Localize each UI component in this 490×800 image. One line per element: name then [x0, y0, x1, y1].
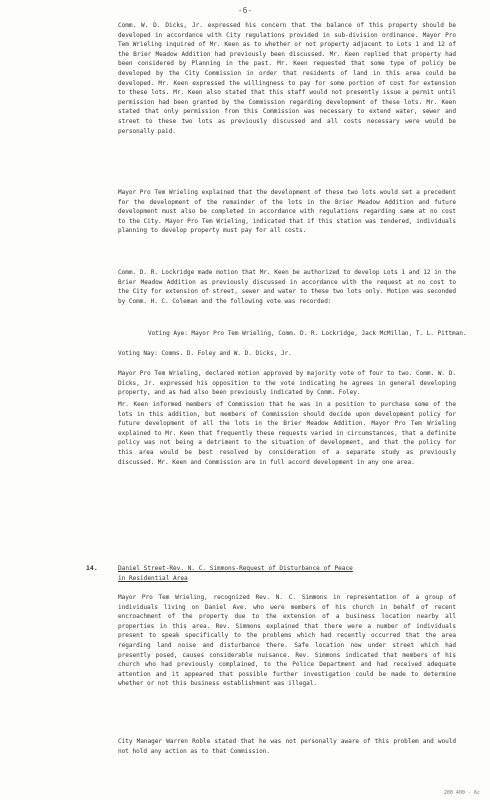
paragraph-lockridge-motion: Comm. D. R. Lockridge made motion that Mr. Keen be authorized to develop Lots 1 and 12 in the Brier Meadow Addition as previously discussed in accordance with the request at no cost to the City for extension of street, sewer and water to these two lots only. Motion was seconded by Comm. H. C. Coleman and the following vote was recorded: — [118, 269, 456, 305]
paragraph-wrieling-precedent: Mayor Pro Tem Wrieling explained that the development of these two lots would set a precedent for the development of the remainder of the lots in the Brier Meadow Addition and future development must also be completed in accordance with regulations regarding same at no cost to the City. Mayor Pro Tem Wrieling, indicated that if this station was tendered, individuals planning to develop property must pay for all costs. — [118, 189, 456, 235]
paragraph-dicks-concern: Comm. W. D. Dicks, Jr. expressed his concern that the balance of this property should be developed in accordance with City regulations provided in sub-division ordinance. Mayor Pro Tem Wrieling inquired of Mr. Keen as to whether or not property adjacent to Lots 1 and 12 of the Brier Meadow Addition had previously been discussed. Mr. Keen replied that property had been considered by Planning in the past. Mr. Keen requested that some type of policy be developed by the City Commission in order that residents of land in this area could be developed. Mr. Keen expressed the willingness to pay for some portion of cost for extension to these lots. Mr. Keen also stated that this staff would not presently issue a permit until permission had been granted by the Commission regarding development of these lots. Mr. Keen stated that only permission from this Commission was necessary to extend water, sewer and street to these two lots as previously discussed and all costs necessary were would be personally paid. — [118, 22, 456, 135]
paragraph-motion-approved: Mayor Pro Tem Wrieling, declared motion approved by majority vote of four to two. Comm. W. D. Dicks, Jr. expressed his opposition to the vote indicating he agrees in general developing property, and as had also been previously indicated by Comm. Foley. — [118, 370, 456, 397]
paragraph-keen-informed: Mr. Keen informed members of Commission that he was in a position to purchase some of the lots in this addition, but members of Commission should decide upon development policy for future development of all the lots in the Brier Meadow Addition. Mayor Pro Tem Wrieling explained to Mr. Keen that frequently these requests varied in circumstances, that a definite policy was not being a detriment to the situation of development, and that the policy for this area would be best resolved by consideration of a separate study as previously discussed. Mr. Keen and Commission are in full accord development in any one area. — [118, 401, 456, 466]
agenda-item-title-line2: in Residential Area — [118, 574, 188, 582]
footer-code: 200 400 - 6c — [443, 790, 480, 796]
page-number: -6- — [237, 6, 253, 15]
agenda-item-title — [118, 564, 456, 583]
agenda-item-number: 14. — [86, 564, 98, 572]
paragraph-voting-nay: Voting Nay: Comms. D. Foley and W. D. Dicks, Jr. — [118, 350, 292, 357]
paragraph-voting-aye: Voting Aye: Mayor Pro Tem Wrieling, Comm. D. R. Lockridge, Jack McMillan, T. L. Pittman. — [148, 330, 467, 337]
agenda-item-title-line1: Daniel Street-Rev. N. C. Simmons-Request of Disturbance of Peace — [118, 565, 353, 572]
paragraph-city-manager: City Manager Warren Roble stated that he was not personally aware of this problem and would not hold any action as to that Commission. — [118, 738, 456, 755]
paragraph-simmons-representation: Mayor Pro Tem Wrieling, recognized Rev. N. C. Simmons in representation of a group of individuals living on Daniel Ave. who were members of his church in behalf of recent encroachment of the property due to the extension of a business location nearby all properties in this area. Rev. Simmons explained that there were a number of individuals present to speak specifically to the problems which had recently occurred that the area regarding land noise and disturbance there. Safe location now under street which had presently posed, causes considerable nuisance. Rev. Simmons indicated that members of his church who had previously complained, to the Police Department and had received adequate attention and it appeared that possible further investigation could be made to determine whether or not this business establishment was illegal. — [118, 594, 456, 688]
